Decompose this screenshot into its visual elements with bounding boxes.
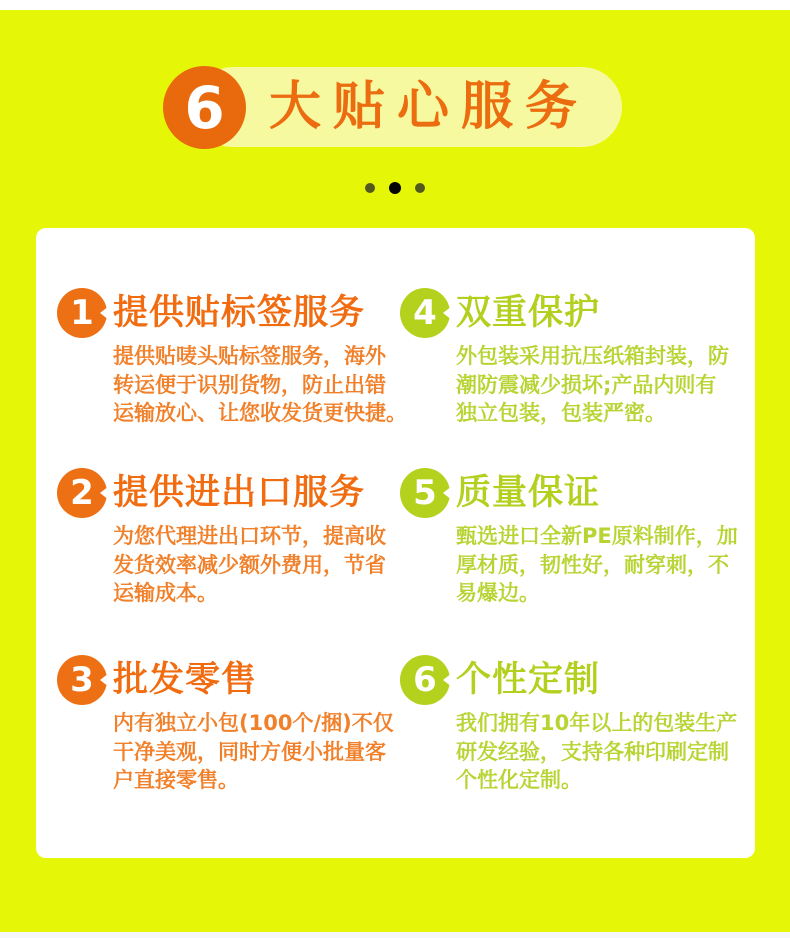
- services-column-right: [400, 288, 741, 858]
- description-line: 个性化定制。: [456, 768, 582, 792]
- description-line: 运输放心、让您收发货更快捷。: [113, 401, 407, 425]
- service-1-title: 提供贴标签服务: [113, 293, 366, 333]
- service-item-6: [400, 655, 741, 858]
- service-2-title: 提供进出口服务: [113, 473, 366, 513]
- service-item-5: [400, 468, 741, 655]
- description-line: 独立包装，包装严密。: [456, 401, 666, 425]
- description-line: 户直接零售。: [113, 768, 239, 792]
- description-line: 提供贴唛头贴标签服务，海外: [113, 344, 386, 368]
- service-4-title: 双重保护: [456, 293, 601, 333]
- badge-notch-icon: [100, 306, 109, 320]
- description-line: 外包装采用抗压纸箱封装，防: [456, 344, 729, 368]
- bottom-strip: [0, 932, 790, 938]
- service-3-content: [113, 655, 394, 795]
- top-white-strip: [0, 0, 790, 10]
- badge-notch-icon: [100, 673, 109, 687]
- description-line: 我们拥有10年以上的包装生产: [456, 711, 738, 735]
- service-5-content: [456, 468, 738, 608]
- service-1-number: 1: [70, 293, 94, 333]
- service-2-description: [113, 522, 386, 608]
- description-line: 易爆边。: [456, 581, 540, 605]
- service-5-number: 5: [413, 473, 437, 513]
- description-line: 研发经验，支持各种印刷定制: [456, 739, 729, 764]
- header-pill: [193, 67, 622, 147]
- services-card: [36, 228, 755, 858]
- service-2-number: 2: [70, 473, 94, 513]
- service-2-number-badge: [57, 468, 107, 518]
- badge-notch-icon: [100, 486, 109, 500]
- service-4-content: [456, 288, 729, 428]
- header-number-badge: [163, 66, 246, 149]
- badge-notch-icon: [443, 306, 452, 320]
- description-line: 内有独立小包(100个/捆)不仅: [113, 711, 394, 735]
- service-item-1: [57, 288, 407, 468]
- service-5-number-badge: [400, 468, 450, 518]
- service-1-description: [113, 342, 407, 428]
- description-line: 厚材质，韧性好，耐穿刺，不: [456, 552, 729, 577]
- header-number: 6: [184, 73, 225, 142]
- description-line: 为您代理进出口环节，提高收: [113, 524, 386, 548]
- service-1-content: [113, 288, 407, 428]
- service-6-content: [456, 655, 737, 795]
- service-4-number: 4: [413, 293, 437, 333]
- description-line: 转运便于识别货物，防止出错: [113, 372, 386, 397]
- badge-notch-icon: [443, 673, 452, 687]
- dot-middle-icon: [389, 182, 401, 194]
- services-column-left: [57, 288, 407, 858]
- description-line: 发货效率减少额外费用，节省: [113, 552, 386, 577]
- header-title: 大贴心服务: [269, 77, 590, 137]
- service-item-4: [400, 288, 741, 468]
- badge-notch-icon: [443, 486, 452, 500]
- service-3-title: 批发零售: [113, 660, 258, 700]
- service-3-number-badge: [57, 655, 107, 705]
- service-2-content: [113, 468, 386, 608]
- dot-right-icon: [415, 183, 425, 193]
- service-1-number-badge: [57, 288, 107, 338]
- service-4-number-badge: [400, 288, 450, 338]
- dots-separator: [0, 182, 790, 194]
- service-6-number: 6: [413, 660, 437, 700]
- dot-left-icon: [365, 183, 375, 193]
- service-6-title: 个性定制: [456, 660, 601, 700]
- description-line: 干净美观，同时方便小批量客: [113, 739, 386, 764]
- service-6-number-badge: [400, 655, 450, 705]
- description-line: 潮防震减少损坏;产品内则有: [456, 372, 717, 397]
- service-5-description: [456, 522, 738, 608]
- description-line: 运输成本。: [113, 581, 218, 605]
- description-line: 甄选进口全新PE原料制作，加: [456, 524, 738, 548]
- service-3-number: 3: [70, 660, 94, 700]
- service-3-description: [113, 709, 394, 795]
- service-item-3: [57, 655, 400, 858]
- service-5-title: 质量保证: [456, 473, 601, 513]
- service-4-description: [456, 342, 729, 428]
- service-6-description: [456, 709, 737, 795]
- service-item-2: [57, 468, 400, 655]
